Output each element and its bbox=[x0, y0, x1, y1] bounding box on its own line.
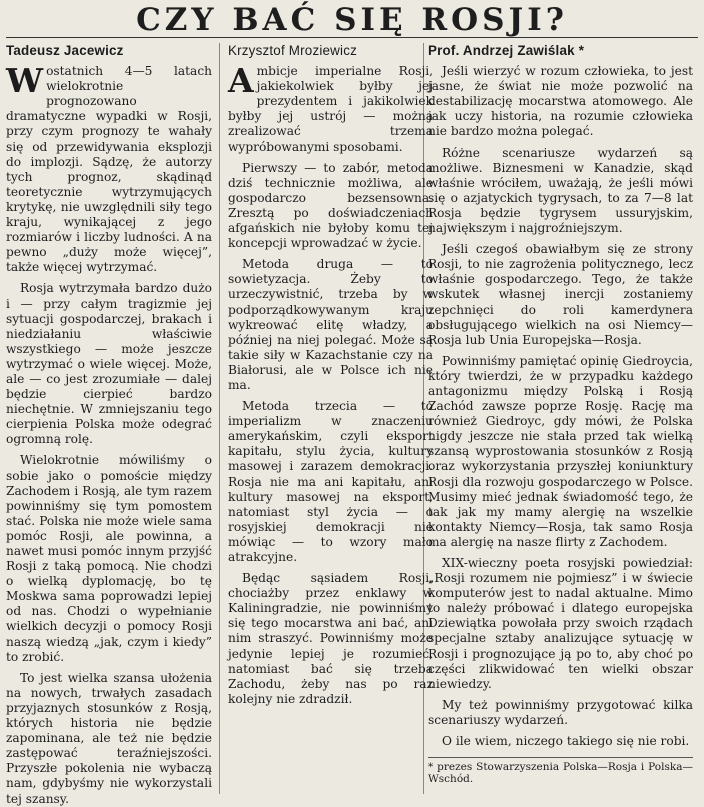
paragraph: Powinniśmy pamiętać opinię Giedroycia, który twierdzi, że w przypadku każdego antagonizmu między Polską i Rosją Zachód zawsze poprze Rosję. Rację ma również Giedroyc, gdy mówi, że Polska nigdy jeszcze nie stała przed tak wielką szansą wyprostowania stosunków z Rosją oraz wykorzystania przyszłej koniunktury Rosji dla rozwoju gospodarczego w Polsce. Musimy mieć jednak świadomość tego, że tak jak my mamy alergię na wszelkie kontakty Niemcy—Rosja, tak samo Rosja ma alergię na nasze flirty z Zachodem. bbox=[428, 353, 693, 549]
paragraph: Wielokrotnie mówiliśmy o sobie jako o pomoście między Zachodem i Rosją, ale tym razem powinniśmy się tym pomostem stać. Polska nie może wiele sama pomóc Rosji, ale powinna, a nawet musi pomóc innym przyjść Rosji z taką pomocą. Nie chodzi o wielką dyplomację, bo tę Moskwa sama poprowadzi lepiej od nas. Chodzi o wypełnianie wielkich decyzji o pomocy Rosji naszą wiedzą „jak, czym i kiedy” to zrobić. bbox=[6, 453, 212, 664]
author-name: Prof. Andrzej Zawiślak * bbox=[428, 43, 585, 58]
drop-cap: A bbox=[228, 61, 254, 101]
paragraph: To jest wielka szansa ułożenia na nowych, trwałych zasadach przyjaznych stosunków z Rosją, których historia nie będzie zapominana, ale też nie będzie zastępować teraźniejszości. Przyszłe pokolenia nie wybaczą nam, gdybyśmy nie wykorzystali tej szansy. bbox=[6, 670, 212, 806]
paragraph: Jeśli wierzyć w rozum człowieka, to jest jasne, że świat nie może pozwolić na destabilizację mocarstwa atomowego. Ale jak uczy historia, na rozumie człowieka nie bardzo można polegać. bbox=[428, 64, 693, 139]
paragraph: Różne scenariusze wydarzeń są możliwe. Biznesmeni w Kanadzie, skąd właśnie wróciłem, uważają, że jeśli mówi się o azjatyckich tygrysach, to za 7—8 lat Rosja będzie tygrysem ussuryjskim, największym i najgroźniejszym. bbox=[428, 145, 693, 236]
paragraph: Będąc sąsiadem Rosji, chociażby przez enklawy w Kaliningradzie, nie powinniśmy się tego mocarstwa ani bać, ani nim straszyć. Powinniśmy może jedynie lepiej je rozumieć, natomiast bać się trzeba Zachodu, żeby nas po raz kolejny nie zdradził. bbox=[228, 571, 433, 706]
paragraph: Wostatnich 4—5 latach wielokrotnie prognozowano dramatyczne wypadki w Rosji, przy czym prognozy te wahały się od przewidywania eksplozji do implozji. Sądzę, że autorzy tych prognoz, skądinąd teoretycznie wytrzymujących krytykę, nie uwzględnili siły tego kraju, wynikającej z jego rozmiarów i liczby ludności. A na pewno „duży może więcej”, także więcej wytrzymać. bbox=[6, 61, 212, 275]
paragraph: Metoda trzecia — to imperializm w znaczeniu amerykańskim, czyli eksport kapitału, stylu życia, kultury masowej i zarazem demokracji. Rosja nie ma ani kapitału, ani kultury masowej na eksport, natomiast styl życia — o rosyjskiej demokracji nie mówiąc — to wzory mało atrakcyjne. bbox=[228, 399, 433, 564]
paragraph: Pierwszy — to zabór, metoda dziś technicznie możliwa, ale gospodarczo bezsensowna. Zresztą po doświadczeniach afgańskich nie byłoby komu tej koncepcji wprowadzać w życie. bbox=[228, 160, 433, 251]
column-divider-1 bbox=[219, 43, 220, 794]
column-jacewicz bbox=[6, 43, 212, 806]
headline: CZY BAĆ SIĘ ROSJI? bbox=[136, 2, 568, 38]
paragraph: Jeśli czegoś obawiałbym się ze strony Rosji, to nie zagrożenia politycznego, lecz właśnie gospodarczego. Tego, że także wskutek własnej inercji zostaniemy zepchnięci do roli kamerdynera obsługującego wielkich na osi Niemcy—Rosja lub Unia Europejska—Rosja. bbox=[428, 242, 693, 347]
paragraph: Rosja wytrzymała bardzo dużo i — przy całym tragizmie jej sytuacji gospodarczej, brakach i niedziałaniu właściwie wszystkiego — może jeszcze wytrzymać o wiele więcej. Może, ale — co jest zrozumiałe — dalej będzie cierpieć bardzo niechętnie. W zmniejszaniu tego cierpienia Polska może odegrać ogromną rolę. bbox=[6, 281, 212, 447]
headline-rule bbox=[6, 37, 698, 38]
drop-cap: W bbox=[6, 61, 44, 101]
paragraph: XIX-wieczny poeta rosyjski powiedział: „Rosji rozumem nie pojmiesz” i w świecie komputerów jest to nadal aktualne. Mimo to należy próbować i dlatego europejska Dziewiątka powołała przy swoich rządach specjalne sztaby analizujące sytuację w Rosji i prognozujące ją po to, aby choć po części zlikwidować ten wielki obszar niewiedzy. bbox=[428, 556, 693, 691]
paragraph: Metoda druga — to sowietyzacja. Żeby to urzeczywistnić, trzeba by w podporządkowywanym kraju wykreować elitę władzy, a później na niej polegać. Może są takie siły w Kazachstanie czy na Białorusi, ale w Polsce ich nie ma. bbox=[228, 257, 433, 392]
footnote: * prezes Stowarzyszenia Polska—Rosja i Polska—Wschód. bbox=[428, 757, 693, 785]
paragraph: Ambicje imperialne Rosji, jakiekolwiek byłby jej prezydentem i jakikolwiek byłby jej ustrój — można zrealizować trzema wypróbowanymi sposobami. bbox=[228, 61, 433, 154]
paragraph: O ile wiem, niczego takiego się nie robi. bbox=[442, 734, 690, 749]
paragraph: My też powinniśmy przygotować kilka scenariuszy wydarzeń. bbox=[428, 697, 693, 727]
author-name: Krzysztof Mroziewicz bbox=[228, 43, 357, 58]
column-mroziewicz bbox=[228, 43, 433, 794]
author-name: Tadeusz Jacewicz bbox=[6, 43, 124, 58]
column-zawislak bbox=[428, 43, 693, 794]
